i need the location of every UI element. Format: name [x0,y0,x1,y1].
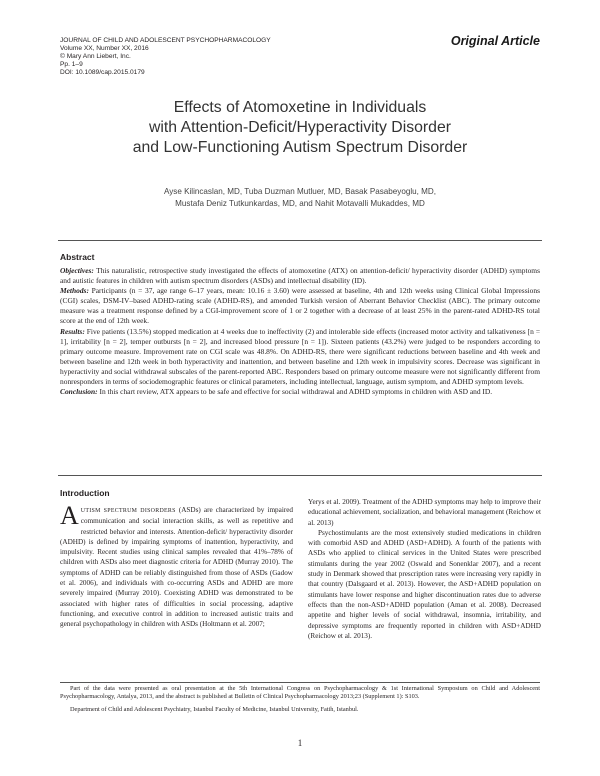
abstract-results [60,327,540,388]
abstract-bottom-rule [58,475,542,476]
drop-cap: A [60,501,79,530]
journal-volume: Volume XX, Number XX, 2016 [60,45,149,52]
methods-label: Methods: [60,286,89,296]
intro-paragraph: Psychostimulants are the most extensively studied medications in children with comorbid ASD and ADHD (ASD+ADHD). A fourth of the patients with ASDs who applied to clinical services in the United States were prescribed stimulants during the year 2002 (Oswald and Sonenklar 2007), and a recent study in Denmark showed that prescription rates were increasing very rapidly in that country (Dalsgaard et al. 2013). However, the ASD+ADHD population on stimulants have lower response and higher discontinuation rates due to adverse effects than the non-ASD+ADHD population (Aman et al. 2008). Decreased appetite and higher levels of social withdrawal, insomnia, irritability, and depressive symptoms are frequently reported in children with ASD+ADHD (Reichow et al. 2013). [308,528,541,640]
page-number: 1 [297,738,303,748]
article-type-badge: Original Article [450,34,540,48]
abstract-heading: Abstract [60,252,95,262]
abstract-body [60,266,540,397]
journal-header [60,37,360,77]
footnote-rule [60,682,540,683]
journal-pages: Pp. 1–9 [60,61,83,68]
footnote-affiliation: Department of Child and Adolescent Psychiatry, Istanbul Faculty of Medicine, Istanbul University, Fatih, Istanbul. [70,705,359,713]
journal-name: JOURNAL OF CHILD AND ADOLESCENT PSYCHOPHARMACOLOGY [60,37,271,44]
abstract-methods [60,286,540,326]
conclusion-label: Conclusion: [60,387,98,397]
objectives-text: This naturalistic, retrospective study investigated the effects of atomoxetine (ATX) on attention-deficit/ hyperactivity disorder (ADHD) symptoms and autistic features in children with autism spectrum disorders (ASDs) and intellectual disability (ID). [60,266,540,286]
author-line: Mustafa Deniz Tutkunkardas, MD, and Nahit Motavalli Mukaddes, MD [175,199,425,208]
intro-heading: Introduction [60,488,110,498]
abstract-conclusion [60,387,540,397]
author-line: Ayse Kilincaslan, MD, Tuba Duzman Mutluer, MD, Basak Pasabeyoglu, MD, [163,187,436,196]
author-list [40,186,560,210]
footnote-presentation: Part of the data were presented as oral presentation at the 5th International Congress on Psychopharmacology & 1st International Symposium on Child and Adolescent Psychopharmacology, Antalya, 2013, and the abstract is published at Bulletin of Clinical Psychopharmacology 2013;23 (Supplement 1): S103. [60,685,540,701]
title-line: and Low-Functioning Autism Spectrum Disorder [132,139,468,156]
intro-paragraph [60,501,293,630]
abstract-top-rule [58,240,542,241]
article-title [40,98,560,158]
conclusion-text: In this chart review, ATX appears to be safe and effective for social withdrawal and ADHD symptoms in children with ASD and ID. [99,387,493,397]
footnotes [60,685,540,714]
journal-copyright: © Mary Ann Liebert, Inc. [60,53,131,60]
results-text: Five patients (13.5%) stopped medication at 4 weeks due to ineffectivity (2) and intolerable side effects (increased motor activity and talkativeness [n = 1], irritability [n = 2], temper outbursts [n = 2], and increased blood pressure [n = 1]). Sixteen patients (43.2%) were judged to be responders according to primary outcome measure. Improvement rate on CGI scale was 48.8%. On ADHD-RS, there were significant reductions between baseline and 4th week and between baseline and 12th week in both hyperactivity and inattention, and between baseline and 12th week in impulsivity scores. Decrease was significant in hyperactivity and social withdrawal subscales of the parent-reported ABC. Responders based on primary outcome measure were not significantly different from nonresponders in terms of sociodemographic features or clinical parameters, including intellectual, language, autism symptom, and ADHD symptom levels. [60,326,541,387]
methods-text: Participants (n = 37, age range 6–17 years, mean: 10.16 ± 3.60) were assessed at baseline, 4th and 12th weeks using Clinical Global Impressions (CGI) scales, DSM-IV–based ADHD-rating scale (ADHD-RS), and amended Turkish version of Aberrant Behavior Checklist (ABC). The primary outcome measure was a treatment response defined by a CGI-improvement score of 1 or 2 together with a decrease of at least 25% in the parent-rated ADHD-RS total score at the end of 12th week. [60,286,540,326]
title-line: with Attention-Deficit/Hyperactivity Disorder [149,119,451,136]
intro-paragraph: Yerys et al. 2009). Treatment of the ADHD symptoms may help to improve their educational achievement, socialization, and behavioral management (Reichow et al. 2013) [308,498,541,527]
journal-doi: DOI: 10.1089/cap.2015.0179 [60,69,145,76]
results-label: Results: [60,326,85,336]
intro-left-text: (ASDs) are characterized by impaired communication and social interaction skills, as well as repetitive and restricted behavior and interests. Attention-deficit/ hyperactivity disorder (ADHD) is defined by impairing symptoms of inattention, hyperactivity, and impulsivity. Recent studies using clinical samples revealed that 41%–78% of children with ASDs also meet diagnostic criteria for ADHD (Murray 2010). The symptoms of ADHD can be reliably distinguished from those of ASDs (Gadow et al. 2006), and individuals with co-occurring ASDs and ADHD are more severely impaired (Murray 2010). Coexisting ADHD was demonstrated to be associated with higher rates of difficulties in social processing, adaptive functioning, and executive control in addition to increased autistic traits and general psychopathology in children with ASDs (Holtmann et al. 2007; [60,506,293,629]
abstract-objectives [60,266,540,286]
objectives-label: Objectives: [60,266,94,275]
lead-small-caps: UTISM SPECTRUM DISORDERS [80,508,176,514]
title-line: Effects of Atomoxetine in Individuals [173,99,427,116]
intro-right-column [308,497,541,641]
intro-left-column [60,501,293,630]
